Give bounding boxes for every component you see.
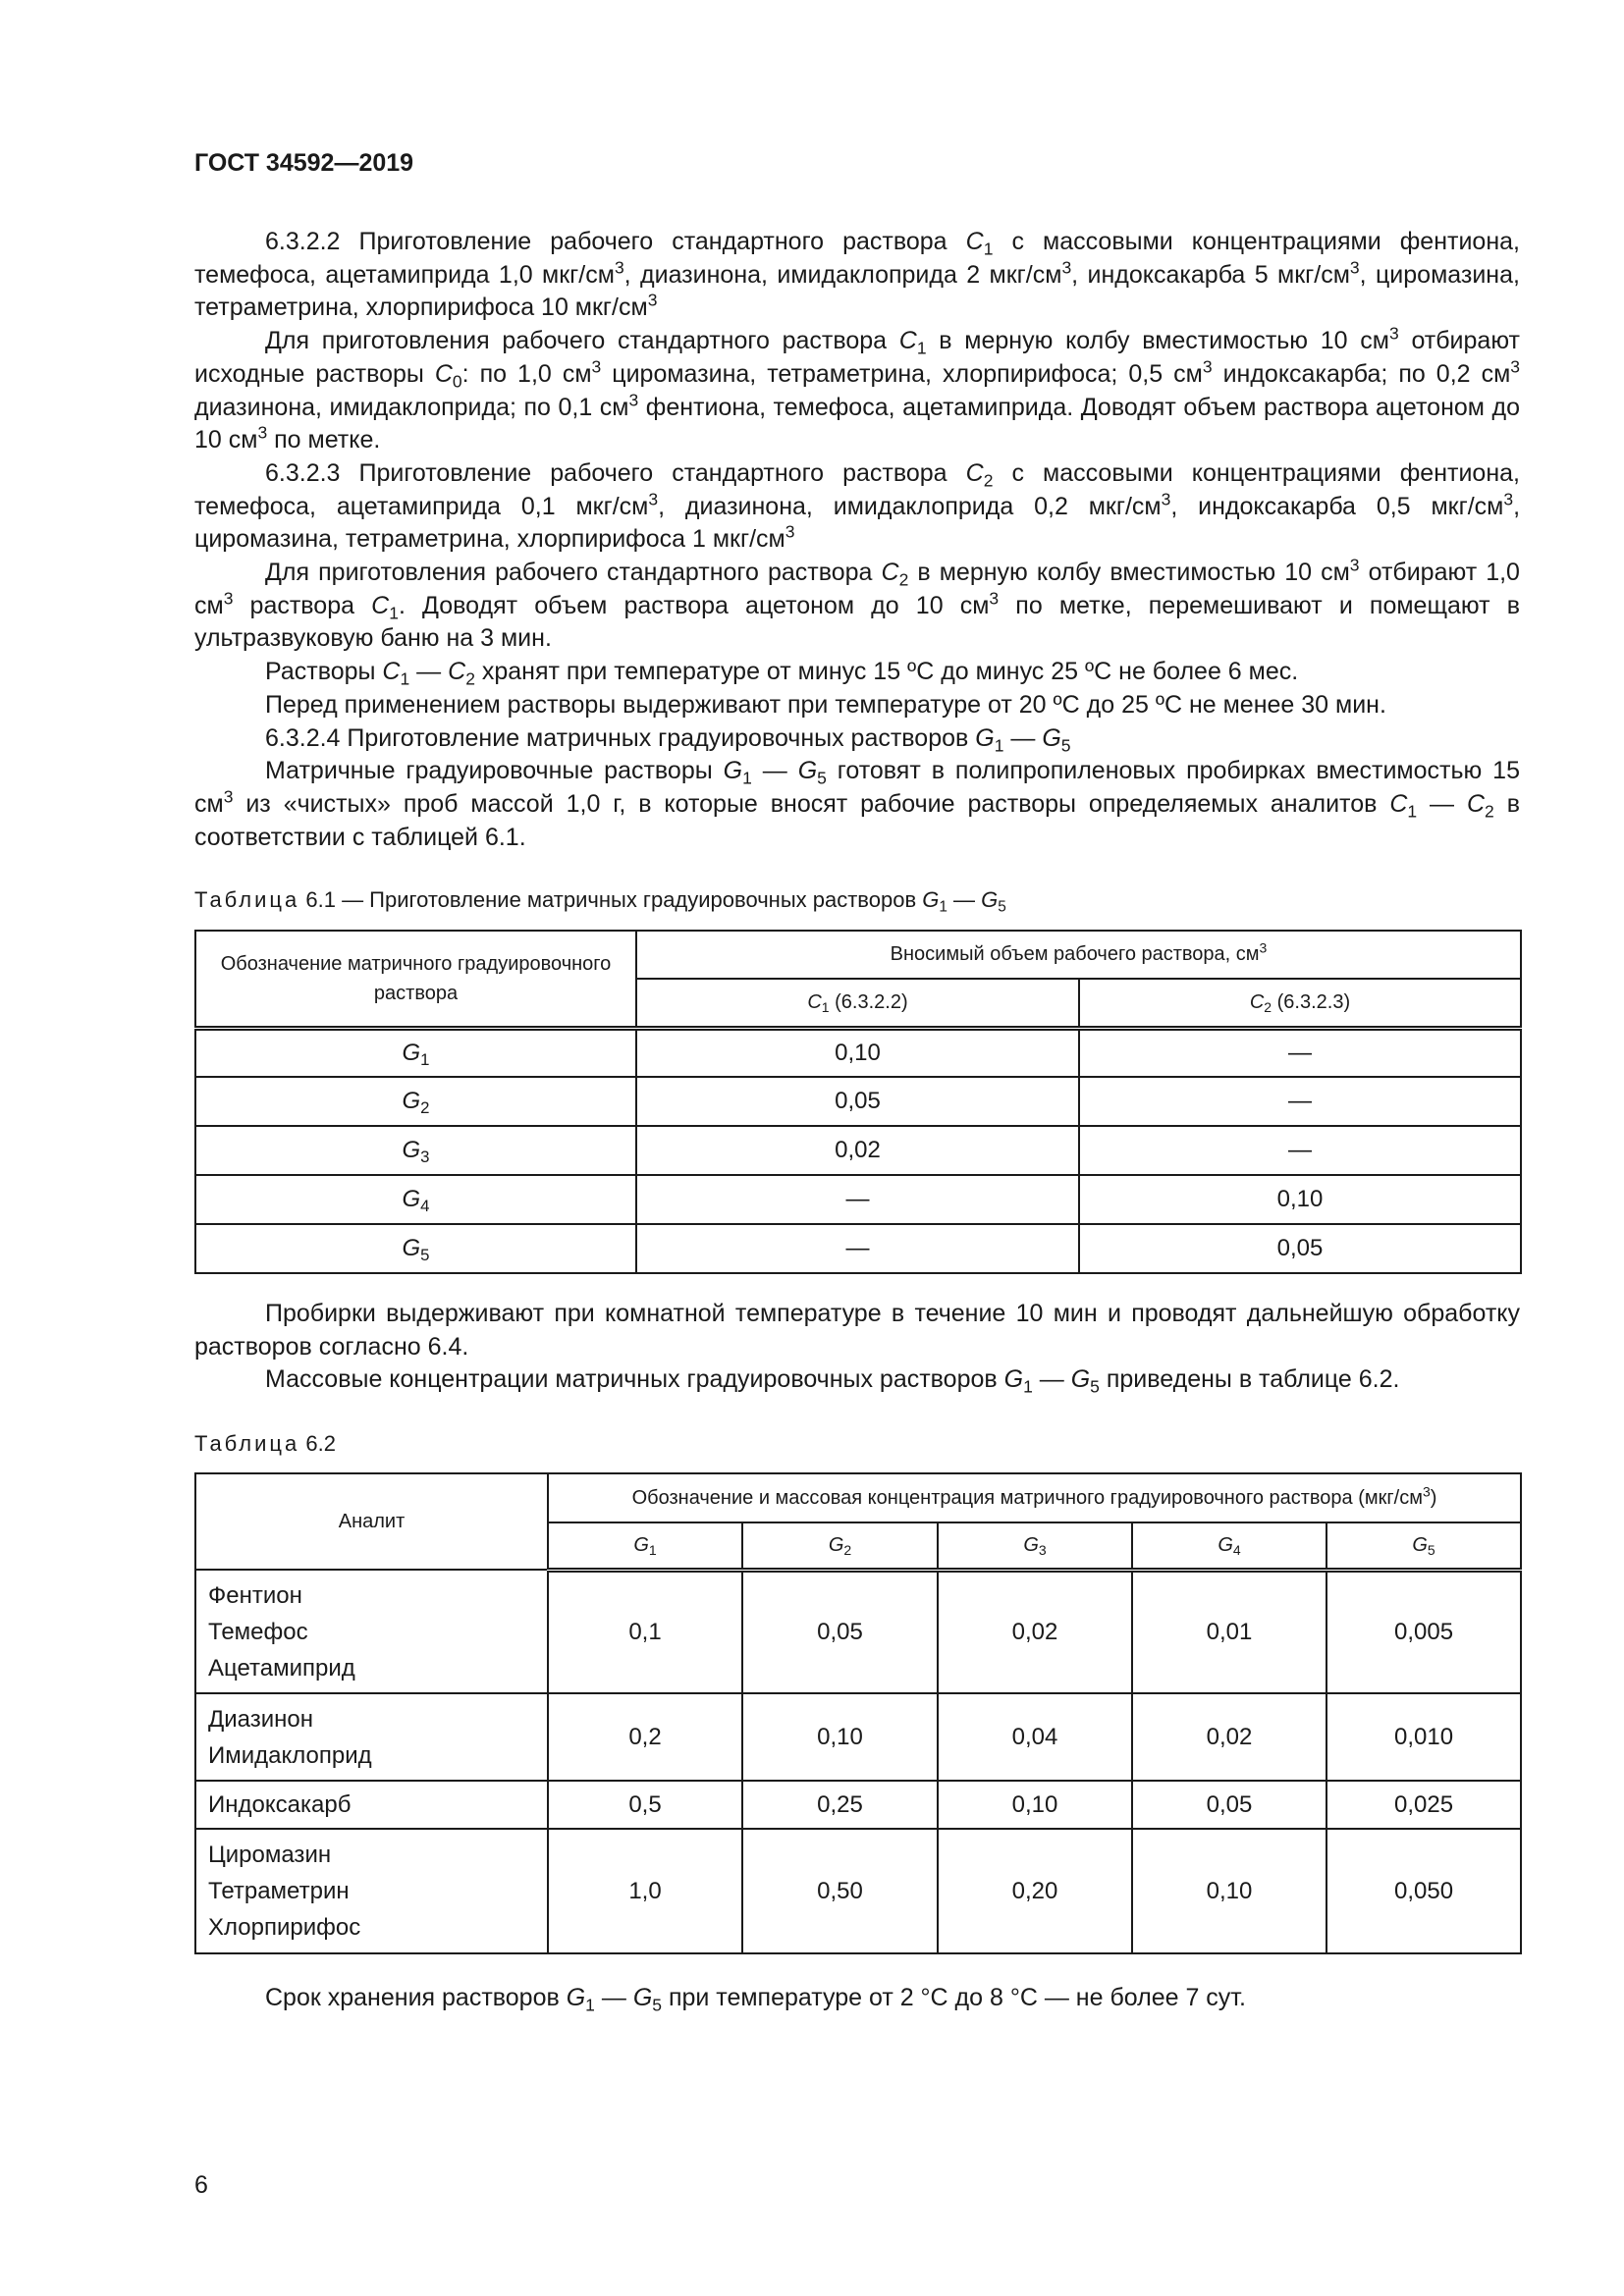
analyte-name: Индоксакарб	[208, 1791, 352, 1818]
cell-value: 0,20	[938, 1829, 1132, 1953]
paragraph-before-use: Перед применением растворы выдерживают при температуре от 20 ºC до 25 ºC не менее 30 мин.	[265, 690, 1386, 719]
cell-value: 0,25	[742, 1781, 938, 1829]
caption-word: Таблица	[194, 887, 300, 912]
document-header: ГОСТ 34592—2019	[194, 149, 414, 177]
header-c2: $C_2$ (6.3.2.3)	[1079, 979, 1521, 1028]
cell-c2: —	[1079, 1126, 1521, 1175]
cell-value: 0,02	[1132, 1693, 1326, 1781]
cell-value: 0,1	[548, 1570, 742, 1693]
cell-value: 0,02	[938, 1570, 1132, 1693]
cell-analytes	[195, 1570, 548, 1693]
table-6-2-caption	[194, 1431, 336, 1457]
cell-value: 0,010	[1326, 1693, 1521, 1781]
cell-designation: $G_3$	[195, 1126, 636, 1175]
header-g3: $G_3$	[938, 1522, 1132, 1570]
cell-analytes	[195, 1781, 548, 1829]
cell-value: 0,050	[1326, 1829, 1521, 1953]
cell-value: 0,05	[1132, 1781, 1326, 1829]
cell-value: 0,10	[1132, 1829, 1326, 1953]
paragraph-c2-preparation: Для приготовления рабочего стандартного раствора $C_2$ в мерную колбу вместимостью 10 $см^3$ отбирают 1,0 $см^3$ раствора $C_1$. Доводят объем раствора ацетоном до 10 $см^3$ по метке, перемешивают и помещают в ультразвуковую баню на 3 мин.	[194, 555, 1520, 653]
paragraph-c1-preparation: Для приготовления рабочего стандартного раствора $C_1$ в мерную колбу вместимостью 10 $см^3$ отбирают исходные растворы $C_0$: по 1,0 $см^3$ циромазина, тетраметрина, хлорпирифоса; 0,5 $см^3$ индоксакарба; по 0,2 $см^3$ диазинона, имидаклоприда; по 0,1 $см^3$ фентиона, темефоса, ацетамиприда. Доводят объем раствора ацетоном до 10 $см^3$ по метке.	[194, 323, 1521, 454]
cell-value: 0,01	[1132, 1570, 1326, 1693]
cell-value: 0,10	[938, 1781, 1132, 1829]
cell-value: 0,04	[938, 1693, 1132, 1781]
caption-text: 6.2	[299, 1431, 336, 1456]
section-text-end	[194, 1982, 1520, 2015]
section-text-top	[194, 226, 1520, 854]
analyte-name: Ацетамиприд	[208, 1654, 355, 1682]
header-g4: $G_4$	[1132, 1522, 1326, 1570]
cell-designation: $G_1$	[195, 1028, 636, 1077]
table-row	[195, 1693, 1521, 1781]
table-row	[195, 1028, 1521, 1077]
cell-designation: $G_2$	[195, 1077, 636, 1126]
table-row	[195, 1077, 1521, 1126]
analyte-name: Фентион	[208, 1581, 302, 1609]
cell-c1: 0,05	[636, 1077, 1079, 1126]
header-g1: $G_1$	[548, 1522, 742, 1570]
cell-value: 0,2	[548, 1693, 742, 1781]
header-analyte: Аналит	[195, 1473, 548, 1570]
table-row	[195, 1175, 1521, 1224]
analyte-name: Имидаклоприд	[208, 1741, 372, 1769]
table-row	[195, 1126, 1521, 1175]
cell-c2: 0,10	[1079, 1175, 1521, 1224]
header-g2: $G_2$	[742, 1522, 938, 1570]
cell-designation: $G_4$	[195, 1175, 636, 1224]
paragraph-6-3-2-3: 6.3.2.3 Приготовление рабочего стандартного раствора $C_2$ с массовыми концентрациями фентиона, темефоса, ацетамиприда 0,1 мкг/$см^3$, диазинона, имидаклоприда 0,2 мкг/$см^3$, индоксакарба 0,5 мкг/$см^3$, циромазина, тетраметрина, хлорпирифоса 1 мкг/$см^3$	[194, 458, 1521, 554]
analyte-name: Диазинон	[208, 1705, 314, 1733]
cell-c1: 0,10	[636, 1028, 1079, 1077]
cell-value: 0,10	[742, 1693, 938, 1781]
cell-c1: —	[636, 1224, 1079, 1273]
analyte-name: Хлорпирифос	[208, 1914, 361, 1941]
paragraph-incubation: Пробирки выдерживают при комнатной температуре в течение 10 мин и проводят дальнейшую обработку растворов согласно 6.4.	[194, 1300, 1520, 1361]
table-row	[195, 1224, 1521, 1273]
header-g5: $G_5$	[1326, 1522, 1521, 1570]
cell-analytes	[195, 1693, 548, 1781]
cell-designation: $G_5$	[195, 1224, 636, 1273]
cell-c2: 0,05	[1079, 1224, 1521, 1273]
header-c1: $C_1$ (6.3.2.2)	[636, 979, 1079, 1028]
header-volume: Вносимый объем рабочего раствора, $см^3$	[636, 931, 1521, 979]
header-designation: Обозначение матричного градуировочного раствора	[195, 931, 636, 1028]
cell-value: 0,50	[742, 1829, 938, 1953]
caption-word: Таблица	[194, 1431, 300, 1456]
cell-analytes	[195, 1829, 548, 1953]
section-text-mid	[194, 1298, 1520, 1397]
analyte-name: Темефос	[208, 1618, 308, 1645]
analyte-name: Тетраметрин	[208, 1878, 350, 1904]
table-row	[195, 1829, 1521, 1953]
cell-c1: 0,02	[636, 1126, 1079, 1175]
paragraph-6-3-2-2: 6.3.2.2 Приготовление рабочего стандартного раствора $C_1$ с массовыми концентрациями фентиона, темефоса, ацетамиприда 1,0 мкг/$см^3$, диазинона, имидаклоприда 2 мкг/$см^3$, индоксакарба 5 мкг/$см^3$, циромазина, тетраметрина, хлорпирифоса 10 мкг/$см^3$	[194, 228, 1520, 322]
paragraph-matrix-solutions: Матричные градуировочные растворы $G_1$ — $G_5$ готовят в полипропиленовых пробирках вместимостью 15 $см^3$ из «чистых» проб массой 1,0 г, в которые вносят рабочие растворы определяемых аналитов $C_1$ — $C_2$ в соответствии с таблицей 6.1.	[194, 757, 1520, 851]
cell-value: 1,0	[548, 1829, 742, 1953]
cell-c1: —	[636, 1175, 1079, 1224]
cell-c2: —	[1079, 1028, 1521, 1077]
cell-value: 0,005	[1326, 1570, 1521, 1693]
table-row	[195, 1781, 1521, 1829]
header-concentration-group: Обозначение и массовая концентрация матричного градуировочного раствора $(мкг/см^3)$	[548, 1473, 1521, 1522]
table-6-1	[194, 930, 1522, 1274]
paragraph-storage: Растворы $C_1$ — $C_2$ хранят при температуре от минус 15 ºC до минус 25 ºC не более 6 мес.	[265, 658, 1299, 689]
paragraph-shelf-life: Срок хранения растворов $G_1$ — $G_5$ при температуре от 2 °C до 8 °C — не более 7 сут.	[265, 1984, 1246, 2015]
table-6-2	[194, 1472, 1522, 1954]
cell-value: 0,025	[1326, 1781, 1521, 1829]
analyte-name: Циромазин	[208, 1842, 332, 1868]
cell-value: 0,5	[548, 1781, 742, 1829]
page-number: 6	[194, 2171, 208, 2199]
caption-text: 6.1 — Приготовление матричных градуировочных растворов $G_1$ — $G_5$	[299, 887, 1006, 916]
table-row	[195, 1570, 1521, 1693]
cell-c2: —	[1079, 1077, 1521, 1126]
cell-value: 0,05	[742, 1570, 938, 1693]
paragraph-concentrations-ref: Массовые концентрации матричных градуировочных растворов $G_1$ — $G_5$ приведены в таблице 6.2.	[265, 1365, 1400, 1397]
table-6-1-caption	[194, 887, 1006, 916]
paragraph-6-3-2-4: 6.3.2.4 Приготовление матричных градуировочных растворов $G_1$ — $G_5$	[265, 723, 1071, 755]
